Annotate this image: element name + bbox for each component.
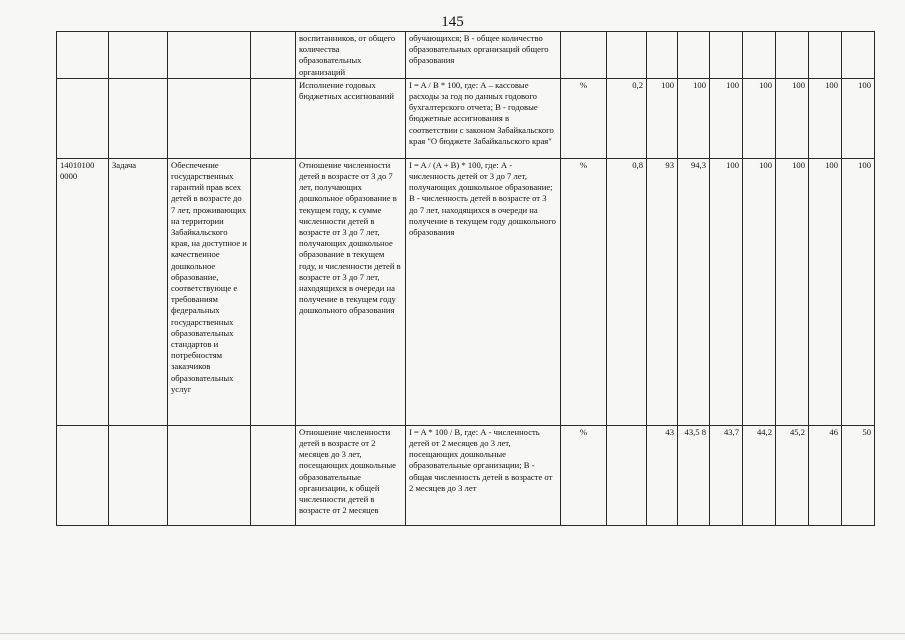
cell-value: 45,2	[776, 425, 809, 525]
cell-blank	[251, 32, 296, 79]
cell-code	[57, 78, 109, 158]
cell-value: 100	[776, 158, 809, 425]
cell-weight	[607, 32, 647, 79]
cell-value: 100	[647, 78, 678, 158]
table-row	[57, 425, 875, 525]
cell-value: 100	[743, 78, 776, 158]
cell-value: 94,3	[678, 158, 710, 425]
cell-indicator: Отношение численности детей в возрасте от 2 месяцев до 3 лет, посещающих дошкольные образовательные организации, к общей численности детей в возрасте от 2 месяцев	[296, 425, 406, 525]
cell-value: 100	[678, 78, 710, 158]
table-row	[57, 32, 875, 79]
cell-code: 14010100 0000	[57, 158, 109, 425]
page-number: 145	[441, 14, 464, 30]
indicator-table	[56, 31, 875, 526]
cell-type	[109, 78, 168, 158]
cell-code	[57, 425, 109, 525]
cell-value: 50	[842, 425, 875, 525]
cell-formula: обучающихся; В - общее количество образовательных организаций общего образования	[406, 32, 561, 79]
cell-indicator: воспитанников, от общего количества образовательных организаций	[296, 32, 406, 79]
cell-unit: %	[561, 158, 607, 425]
cell-weight: 0,2	[607, 78, 647, 158]
cell-value: 93	[647, 158, 678, 425]
cell-value: 46	[809, 425, 842, 525]
cell-formula: I = A / (A + B) * 100, где: А - численность детей от 3 до 7 лет, получающих дошкольное образование; В - численность детей в возрасте от 3 до 7 лет, находящихся в очереди на получение в текущем году дошкольного образования	[406, 158, 561, 425]
page-edge-line	[0, 633, 905, 634]
cell-value	[842, 32, 875, 79]
cell-unit: %	[561, 78, 607, 158]
cell-indicator: Исполнение годовых бюджетных ассигнований	[296, 78, 406, 158]
cell-value	[776, 32, 809, 79]
cell-formula: I = A * 100 / B, где: А - численность детей от 2 месяцев до 3 лет, посещающих дошкольные образовательные организации; В - общая численность детей в возрасте от 2 месяцев до 3 лет	[406, 425, 561, 525]
cell-value	[809, 32, 842, 79]
cell-value	[647, 32, 678, 79]
cell-weight	[607, 425, 647, 525]
cell-value: 100	[776, 78, 809, 158]
cell-goal	[168, 78, 251, 158]
cell-value	[710, 32, 743, 79]
cell-value: 100	[809, 158, 842, 425]
cell-unit	[561, 32, 607, 79]
cell-value: 100	[743, 158, 776, 425]
cell-value: 43,5 8	[678, 425, 710, 525]
cell-blank	[251, 425, 296, 525]
cell-type	[109, 425, 168, 525]
cell-blank	[251, 78, 296, 158]
cell-value: 100	[842, 158, 875, 425]
table-row	[57, 78, 875, 158]
cell-value: 100	[809, 78, 842, 158]
table-row	[57, 158, 875, 425]
cell-type	[109, 32, 168, 79]
cell-value: 100	[842, 78, 875, 158]
cell-value: 43,7	[710, 425, 743, 525]
cell-goal	[168, 425, 251, 525]
cell-blank	[251, 158, 296, 425]
cell-value	[678, 32, 710, 79]
cell-value: 44,2	[743, 425, 776, 525]
cell-indicator: Отношение численности детей в возрасте от 3 до 7 лет, получающих дошкольное образование в текущем году, к сумме численности детей в возрасте от 3 до 7 лет, получающих дошкольное образование в текущем году, и численности детей в возрасте от 3 до 7 лет, находящихся в очереди на получение в текущем году дошкольного образования	[296, 158, 406, 425]
cell-weight: 0,8	[607, 158, 647, 425]
cell-value	[743, 32, 776, 79]
cell-type: Задача	[109, 158, 168, 425]
cell-value: 100	[710, 158, 743, 425]
cell-goal: Обеспечение государственных гарантий прав всех детей в возрасте до 7 лет, проживающих на территории Забайкальского края, на доступное и качественное дошкольное образование, соответствующе е требованиям федеральных государственных образовательных стандартов и потребностям заказчиков образовательных услуг	[168, 158, 251, 425]
cell-value: 100	[710, 78, 743, 158]
cell-goal	[168, 32, 251, 79]
cell-code	[57, 32, 109, 79]
cell-formula: I = A / B * 100, где: А – кассовые расходы за год по данных годового бухгалтерского отчета; В - годовые бюджетные ассигнования в соответствии с законом Забайкальского края "О бюджете Забайкальского края"	[406, 78, 561, 158]
cell-unit: %	[561, 425, 607, 525]
cell-value: 43	[647, 425, 678, 525]
